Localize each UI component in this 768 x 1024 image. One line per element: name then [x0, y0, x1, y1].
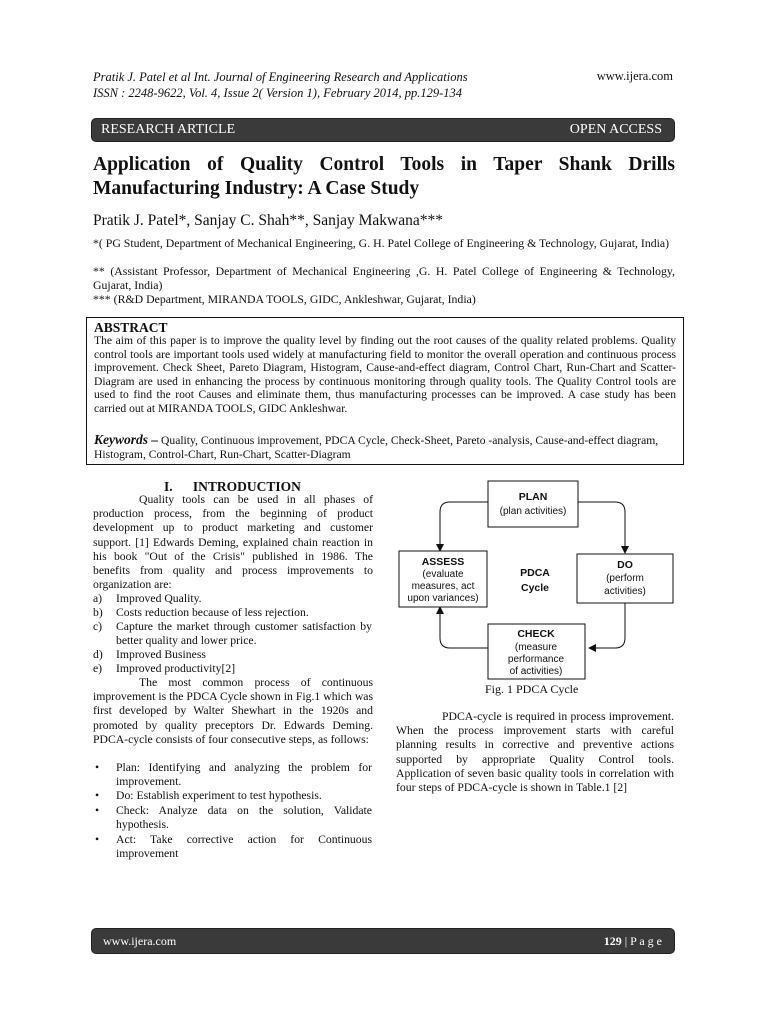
assess-subtitle-3: upon variances)	[407, 593, 479, 604]
plan-subtitle: (plan activities)	[499, 506, 567, 517]
authors: Pratik J. Patel*, Sanjay C. Shah**, Sanjay Makwana***	[93, 212, 443, 229]
page-footer	[92, 929, 674, 953]
step-text: Do: Establish experiment to test hypothesis.	[116, 789, 322, 802]
pdca-center-label-1: PDCA	[520, 567, 550, 579]
page-label: | P a g e	[621, 934, 662, 948]
bullet-marker: •	[95, 804, 100, 817]
benefit-text: Improved Quality.	[116, 592, 202, 605]
bullet-marker: •	[95, 789, 100, 802]
check-subtitle-2: performance	[507, 654, 565, 665]
assess-subtitle-2: measures, act	[411, 581, 475, 592]
intro-paragraph-1: Quality tools can be used in all phases of production process, from the beginning of product development up to product marketing and customer support. [1] Edwards Deming, explained chain reaction in his book "Out of the Crisis" published in 1986. The benefits from quality and process improvements to organization are:	[93, 493, 373, 592]
benefit-marker: a)	[93, 592, 103, 605]
right-column-paragraph: PDCA-cycle is required in process improvement. When the process improvement starts with careful planning results in corrective and preventive actions supported by appropriate Quality Control tools. Application of seven basic quality tools in correlation with four steps of PDCA-cycle is shown in Table.1 [2]	[396, 710, 674, 795]
do-subtitle-2: activities)	[604, 586, 646, 597]
arrow-plan-to-do	[578, 502, 625, 552]
affiliation-3: *** (R&D Department, MIRANDA TOOLS, GIDC, Ankleshwar, Gujarat, India)	[93, 292, 476, 306]
title-line-2: Manufacturing Industry: A Case Study	[93, 178, 420, 199]
bullet-marker: •	[95, 761, 100, 774]
journal-header	[93, 69, 468, 101]
pdca-cycle-diagram	[390, 470, 680, 682]
benefit-text: Improved productivity[2]	[116, 662, 236, 675]
intro-paragraph-2: The most common process of continuous improvement is the PDCA Cycle shown in Fig.1 which was first developed by Walter Shewhart in the 1920s and promoted by quality preceptors Dr. Edwards Deming. PDCA-cycle consists of four consecutive steps, as follows:	[93, 676, 373, 746]
check-box	[488, 624, 585, 679]
assess-subtitle-1: (evaluate	[422, 569, 464, 580]
affiliation-1: *( PG Student, Department of Mechanical Engineering, G. H. Patel College of Engineering & Technology, Gujarat, India)	[93, 236, 670, 250]
benefit-text: Improved Business	[116, 648, 206, 661]
step-text: Check: Analyze data on the solution, Validate hypothesis.	[116, 804, 372, 832]
journal-citation: Pratik J. Patel et al Int. Journal of Engineering Research and Applications	[93, 70, 468, 84]
benefit-marker: d)	[93, 648, 103, 661]
check-subtitle-3: of activities)	[509, 666, 563, 677]
keywords	[94, 433, 676, 462]
figure-caption: Fig. 1 PDCA Cycle	[485, 682, 579, 696]
footer-website[interactable]: www.ijera.com	[103, 934, 177, 948]
abstract-body: The aim of this paper is to improve the quality level by finding out the root causes of the quality related problems. Quality control tools are important tools used widely at manufacturing field to monitor the overall operation and continuous process improvement. Check Sheet, Pareto Diagram, Histogram, Cause-and-effect diagram, Control Chart, Run-Chart and Scatter-Diagram are used in enhancing the process by continuous monitoring through quality tools. The Quality Control tools are used to find the root Causes and eliminate them, thus manufacturing processes can be improved. A case study has been carried out at MIRANDA TOOLS, GIDC Ankleshwar.	[94, 334, 676, 415]
benefit-marker: c)	[93, 620, 103, 633]
abstract-heading: ABSTRACT	[94, 320, 168, 335]
article-type-banner	[92, 119, 674, 141]
step-text: Plan: Identifying and analyzing the problem for improvement.	[116, 761, 372, 789]
bullet-marker: •	[95, 833, 100, 846]
assess-box	[399, 551, 487, 607]
keywords-list: Quality, Continuous improvement, PDCA Cycle, Check-Sheet, Pareto -analysis, Cause-and-effect diagram, Histogram, Control-Chart, Run-Chart, Scatter-Diagram	[94, 434, 659, 461]
research-article-label: RESEARCH ARTICLE	[101, 122, 236, 137]
page-number	[604, 934, 662, 949]
benefit-text: Costs reduction because of less rejection.	[116, 606, 309, 619]
section-heading-introduction: I. INTRODUCTION	[164, 479, 301, 494]
journal-website[interactable]: www.ijera.com	[596, 69, 673, 83]
step-text: Act: Take corrective action for Continuous improvement	[116, 833, 372, 861]
plan-box	[488, 481, 578, 527]
check-subtitle-1: (measure	[514, 642, 558, 653]
check-title: CHECK	[517, 628, 555, 640]
arrow-do-to-check	[590, 603, 625, 648]
title-line-1: Application of Quality Control Tools in Taper Shank Drills	[93, 154, 675, 175]
paper-title	[93, 153, 675, 201]
arrow-check-to-assess	[440, 608, 488, 648]
benefit-marker: e)	[93, 662, 103, 675]
page-number-value: 129	[603, 934, 622, 948]
arrow-assess-to-plan	[440, 502, 488, 550]
affiliation-2: ** (Assistant Professor, Department of Mechanical Engineering ,G. H. Patel College of Engineering & Technology, Gujarat, India)	[93, 264, 675, 292]
assess-title: ASSESS	[421, 556, 465, 568]
keywords-label: Keywords –	[94, 432, 159, 447]
do-subtitle-1: (perform	[606, 573, 644, 584]
do-title: DO	[617, 559, 633, 571]
benefit-marker: b)	[93, 606, 103, 619]
do-box	[577, 554, 673, 603]
pdca-center-label-2: Cycle	[520, 582, 550, 594]
benefit-text: Capture the market through customer satisfaction by better quality and lower price.	[116, 620, 372, 648]
plan-title: PLAN	[518, 491, 548, 503]
open-access-label: OPEN ACCESS	[569, 122, 662, 137]
journal-issn: ISSN : 2248-9622, Vol. 4, Issue 2( Version 1), February 2014, pp.129-134	[93, 86, 463, 100]
